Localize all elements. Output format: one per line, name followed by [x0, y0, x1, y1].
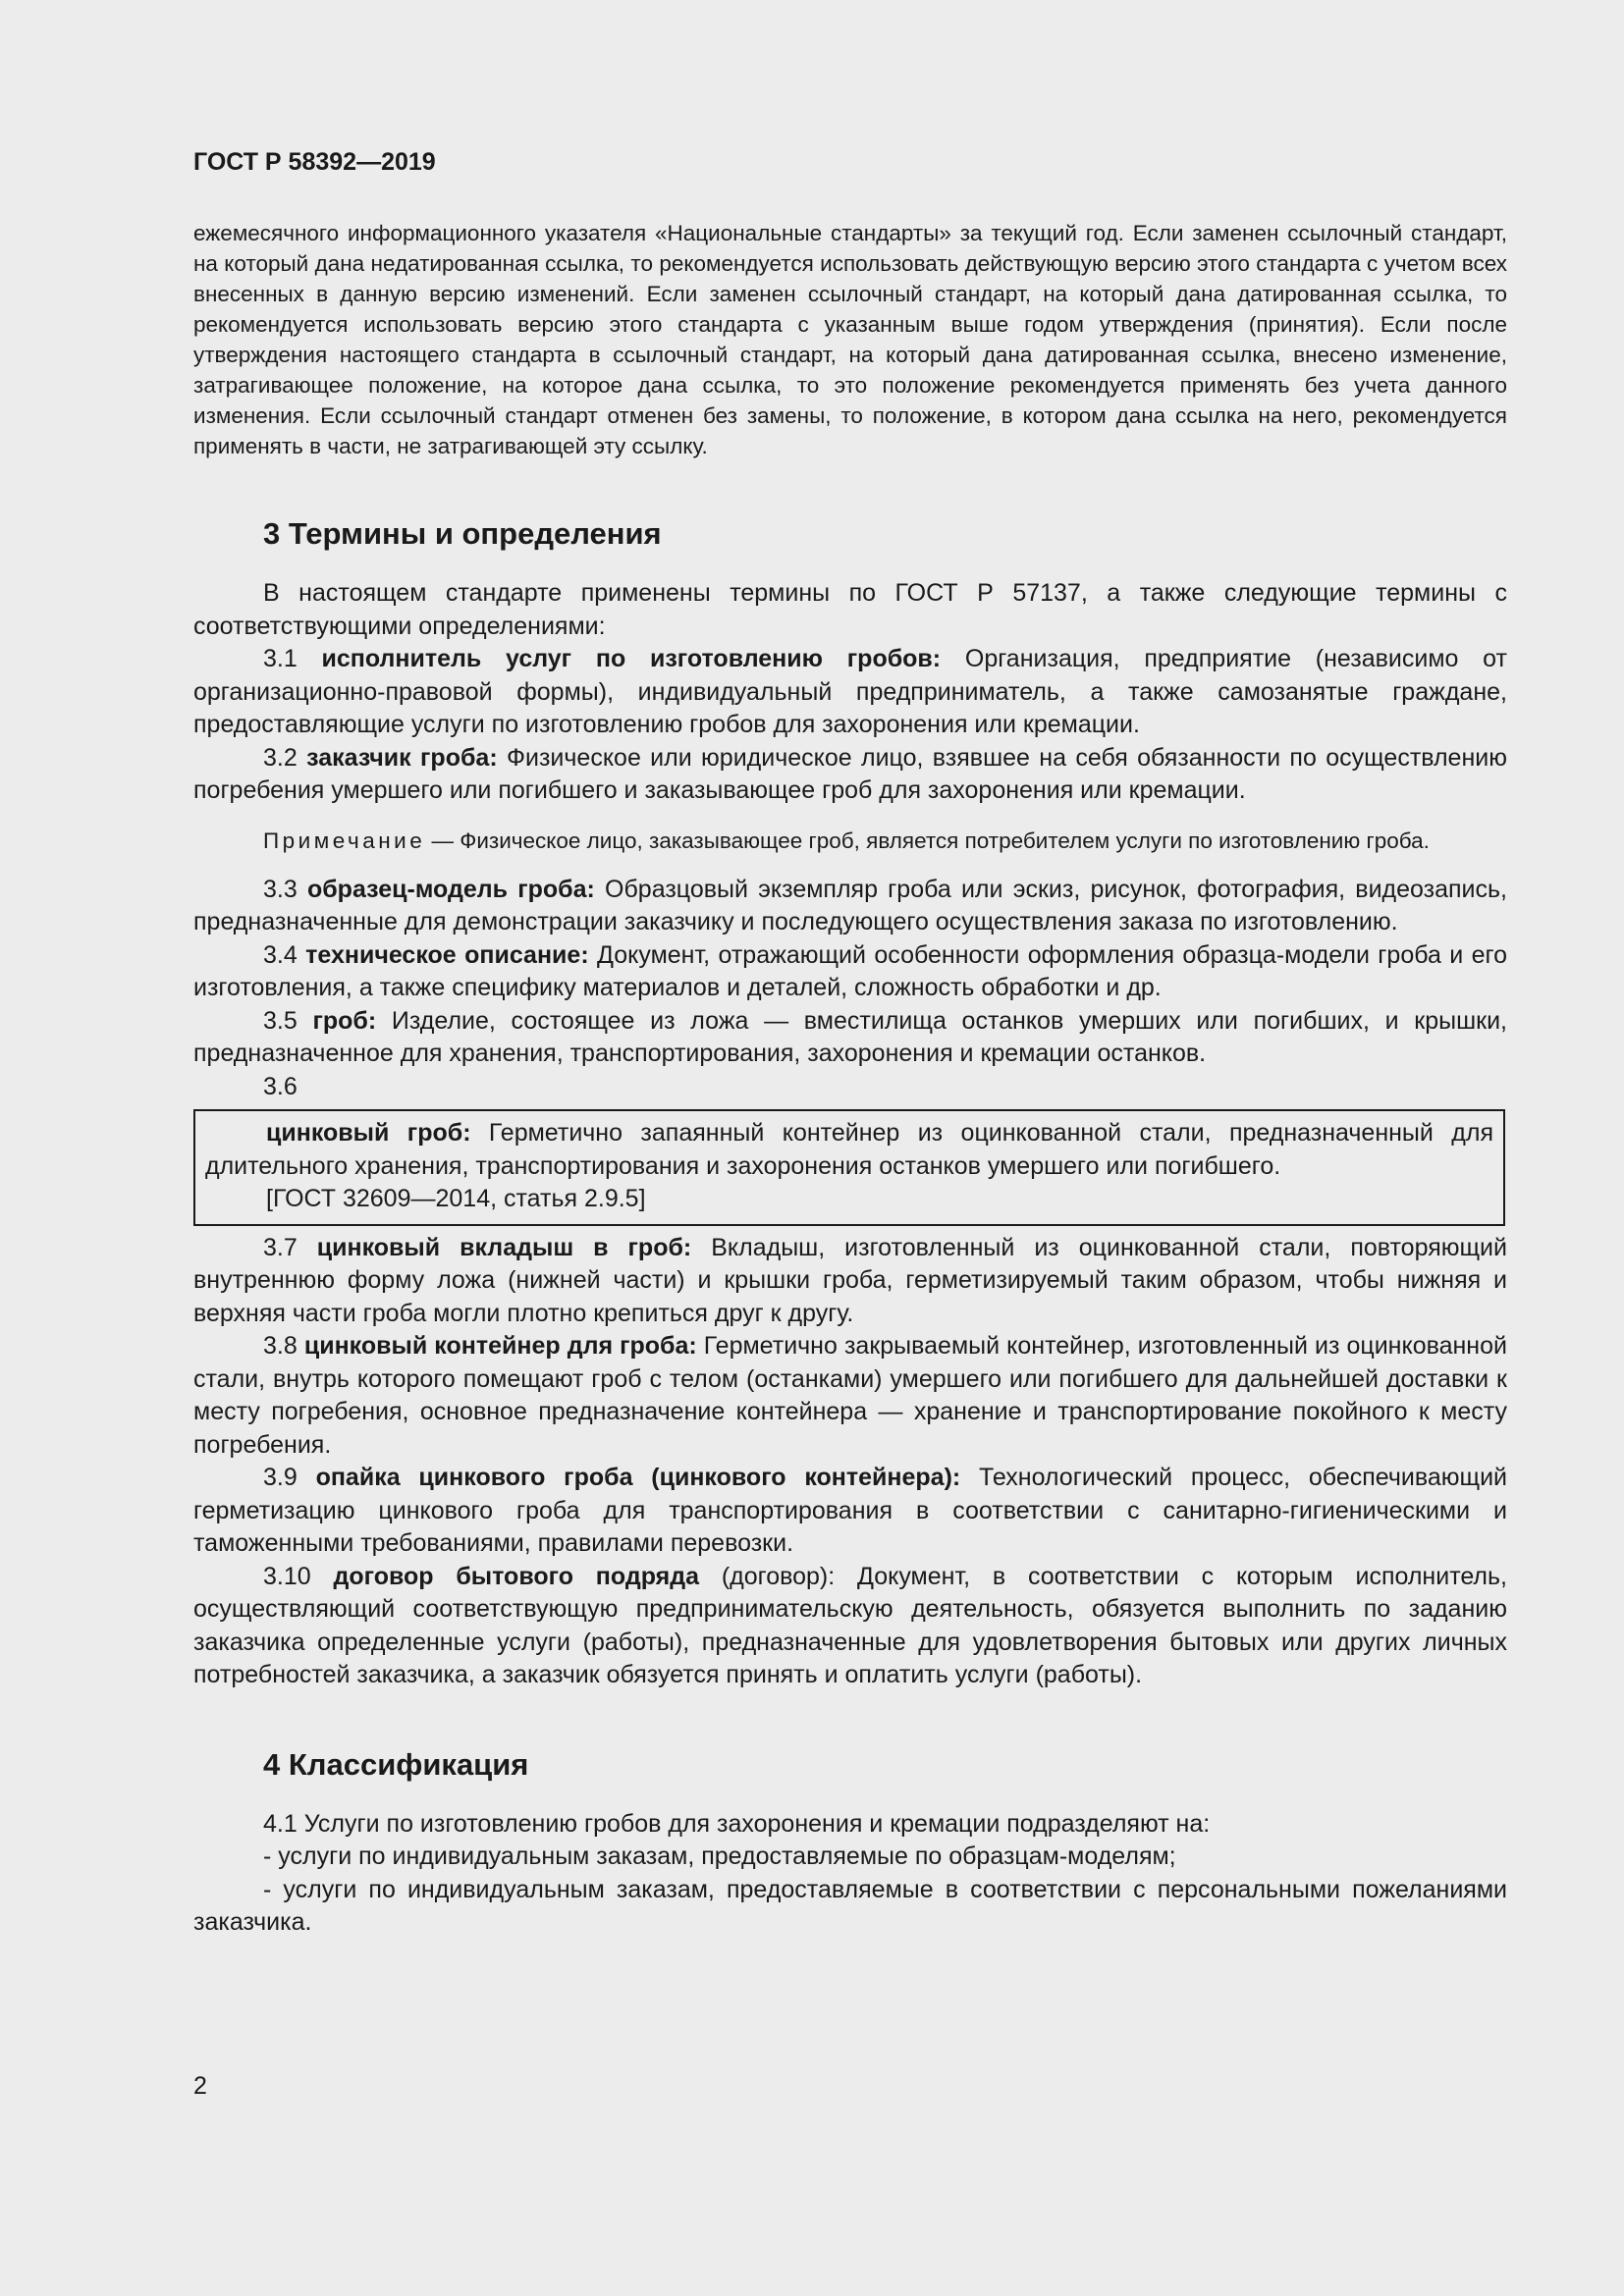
term-definition: Документ, отражающий особенности оформления образца-модели гроба и его изготовления, а также специфику материалов и деталей, сложность обработки и др.: [193, 940, 1507, 1001]
section-3-lead: В настоящем стандарте применены термины по ГОСТ Р 57137, а также следующие термины с соответствующими определениями:: [193, 579, 1507, 640]
note-label: Примечание: [263, 828, 426, 853]
page-number: 2: [193, 2072, 207, 2100]
term-definition: Технологический процесс, обеспечивающий герметизацию цинкового гроба для транспортирования в соответствии с санитарно-гигиеническими и таможенными требованиями, правилами перевозки.: [193, 1464, 1508, 1557]
document-page: [193, 147, 1507, 1940]
term-name: исполнитель услуг по изготовлению гробов:: [321, 645, 942, 672]
term-number: 3.1: [263, 645, 322, 672]
term-definition: Физическое или юридическое лицо, взявшее на себя обязанности по осуществлению погребения умершего или погибшего и заказывающее гроб для захоронения или кремации.: [193, 743, 1507, 804]
term-name: гроб:: [312, 1006, 377, 1035]
term-name: образец-модель гроба:: [306, 875, 595, 903]
term-definition: Организация, предприятие (независимо от организационно-правовой формы), индивидуальный предприниматель, а также самозанятые граждане, предоставляющие услуги по изготовлению гробов для захоронения или кремации.: [193, 645, 1507, 738]
term-3-1: [193, 643, 1507, 742]
term-number: 3.4: [263, 940, 306, 969]
section-4-title: 4 Классификация: [263, 1746, 529, 1782]
note-3-2: [193, 826, 1507, 856]
term-definition: Изделие, состоящее из ложа — вместилища останков умерших или погибших, и крышки, предназначенное для хранения, транспортирования, захоронения и кремации останков.: [193, 1006, 1507, 1067]
clause-4-1: 4.1 Услуги по изготовлению гробов для захоронения и кремации подразделяют на:: [263, 1809, 1211, 1838]
term-3-2: [193, 742, 1507, 808]
term-name: договор бытового подряда: [333, 1562, 700, 1590]
term-number: 3.7: [263, 1233, 317, 1261]
term-source-reference: [ГОСТ 32609—2014, статья 2.9.5]: [266, 1185, 646, 1212]
term-name: техническое описание:: [305, 940, 589, 969]
term-number: 3.8: [263, 1332, 304, 1360]
term-3-8: [193, 1330, 1507, 1462]
term-definition: Герметично закрываемый контейнер, изготовленный из оцинкованной стали, внутрь которого помещают гроб с телом (останками) умершего или погибшего для дальнейшей доставки к месту погребения, основное предназначение контейнера — хранение и транспортирование покойного к месту погребения.: [193, 1332, 1507, 1459]
term-number: 3.3: [263, 875, 307, 903]
note-text: — Физическое лицо, заказывающее гроб, является потребителем услуги по изготовлению гроба.: [425, 828, 1430, 853]
term-name: заказчик гроба:: [306, 743, 498, 772]
term-name: цинковый гроб:: [266, 1119, 471, 1147]
term-3-5: [193, 1005, 1507, 1071]
term-number: 3.5: [263, 1006, 313, 1035]
document-header: ГОСТ Р 58392—2019: [193, 148, 436, 176]
term-definition: Вкладыш, изготовленный из оцинкованной стали, повторяющий внутреннюю форму ложа (нижней части) и крышки гроба, герметизируемый таким образом, чтобы нижняя и верхняя части гроба могли плотно крепиться друг к другу.: [193, 1233, 1507, 1327]
term-3-10: [193, 1561, 1507, 1692]
term-definition: (договор): Документ, в соответствии с которым исполнитель, осуществляющий соответствующую предпринимательскую деятельность, обязуется выполнить по заданию заказчика определенные услуги (работы), предназначенные для удовлетворения бытовых или других личных потребностей заказчика, а заказчик обязуется принять и оплатить услуги (работы).: [193, 1562, 1507, 1688]
term-name: опайка цинкового гроба (цинкового контейнера):: [315, 1464, 961, 1491]
term-3-3: [193, 874, 1507, 939]
term-3-6-box: [193, 1109, 1505, 1226]
term-3-4: [193, 939, 1507, 1005]
list-item: - услуги по индивидуальным заказам, предоставляемые по образцам-моделям;: [263, 1842, 1176, 1870]
term-definition: Образцовый экземпляр гроба или эскиз, рисунок, фотография, видеозапись, предназначенные для демонстрации заказчику и последующего осуществления заказа по изготовлению.: [193, 875, 1507, 935]
term-3-7: [193, 1232, 1507, 1331]
term-3-6: [205, 1117, 1493, 1183]
intro-paragraph: ежемесячного информационного указателя «Национальные стандарты» за текущий год. Если заменен ссылочный стандарт, на который дана недатированная ссылка, то рекомендуется использовать действующую версию этого стандарта с учетом всех внесенных в данную версию изменений. Если заменен ссылочный стандарт, на который дана датированная ссылка, то рекомендуется использовать версию этого стандарта с указанным выше годом утверждения (принятия). Если после утверждения настоящего стандарта в ссылочный стандарт, на который дана датированная ссылка, внесено изменение, затрагивающее положение, на которое дана ссылка, то это положение рекомендуется применять без учета данного изменения. Если ссылочный стандарт отменен без замены, то положение, в котором дана ссылка на него, рекомендуется применять в части, не затрагивающей эту ссылку.: [193, 221, 1507, 458]
term-3-9: [193, 1462, 1507, 1561]
term-definition: Герметично запаянный контейнер из оцинкованной стали, предназначенный для длительного хранения, транспортирования и захоронения останков умершего или погибшего.: [205, 1119, 1493, 1180]
term-number: 3.2: [263, 743, 307, 772]
section-3-title: 3 Термины и определения: [263, 516, 662, 551]
term-number: 3.9: [263, 1464, 316, 1491]
term-name: цинковый вкладыш в гроб:: [316, 1233, 692, 1261]
term-name: цинковый контейнер для гроба:: [303, 1332, 697, 1360]
term-number: 3.10: [263, 1562, 334, 1590]
list-item: - услуги по индивидуальным заказам, предоставляемые в соответствии с персональными пожеланиями заказчика.: [193, 1875, 1507, 1936]
term-3-6-number: 3.6: [263, 1072, 298, 1100]
